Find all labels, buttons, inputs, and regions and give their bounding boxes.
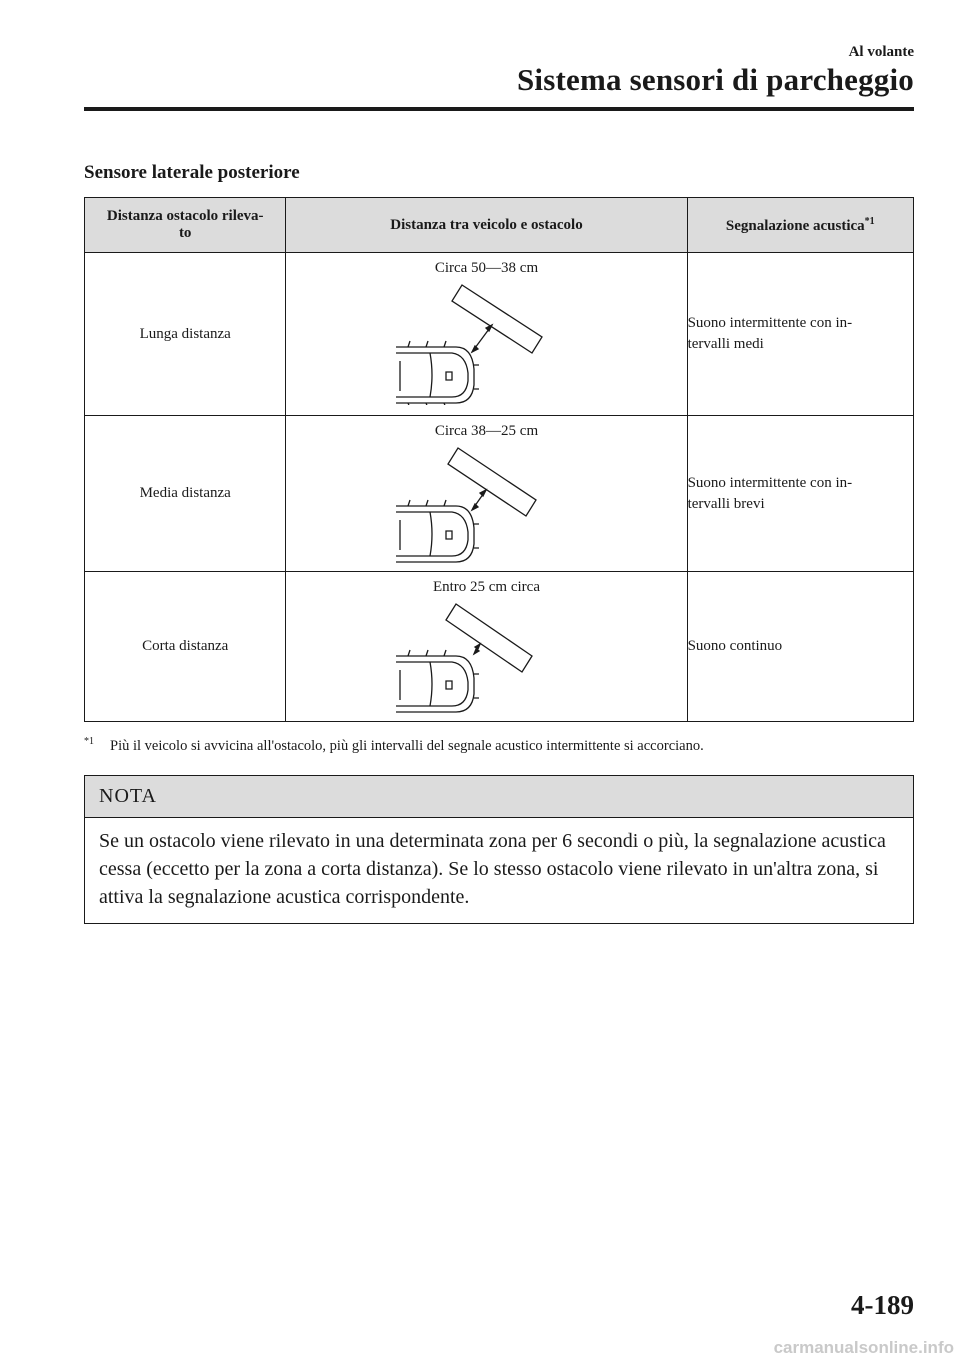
col-header-distance xyxy=(85,198,286,253)
sound-cell: Suono continuo xyxy=(687,572,913,722)
col-header-footnote-mark: *1 xyxy=(864,215,875,227)
vehicle-obstacle-diagram xyxy=(386,440,586,564)
car-rear-icon xyxy=(396,650,479,712)
obstacle-bar xyxy=(452,285,542,353)
col-header-vehicle-obstacle: Distanza tra veicolo e ostacolo xyxy=(286,198,687,253)
col-header-acoustic-signal xyxy=(687,198,913,253)
page-header-title: Sistema sensori di parcheggio xyxy=(516,62,914,97)
footnote xyxy=(84,736,704,755)
col-header-acoustic-label: Segnalazione acustica xyxy=(725,217,865,234)
range-label: Circa 38―25 cm xyxy=(434,423,539,439)
diagram-cell xyxy=(286,416,687,572)
note-box xyxy=(84,775,914,924)
watermark-logo: carmanualsonline.info xyxy=(773,1338,954,1357)
table-row xyxy=(85,416,914,572)
footnote-text: Più il veicolo si avvicina all'ostacolo, più gli intervalli del segnale acustico intermittente si accorciano. xyxy=(110,737,704,754)
section-title: Sensore laterale posteriore xyxy=(84,162,300,183)
sound-cell xyxy=(687,416,913,572)
diagram-cell xyxy=(286,572,687,722)
vehicle-obstacle-diagram xyxy=(386,277,586,405)
sound-line2: tervalli medi xyxy=(687,336,764,352)
car-rear-icon xyxy=(396,500,479,562)
note-text: Se un ostacolo viene rilevato in una determinata zona per 6 secondi o più, la segnalazione acustica cessa (eccetto per la zona a corta distanza). Se lo stesso ostacolo viene rilevato in un'altra zona, si attiva la segnalazione acustica corrispondente. xyxy=(99,830,886,908)
sensor-distance-table xyxy=(84,197,914,722)
range-label: Entro 25 cm circa xyxy=(432,579,540,595)
header-section-label: Al volante xyxy=(848,44,914,60)
distance-cell: Lunga distanza xyxy=(85,253,286,416)
car-rear-icon xyxy=(396,341,479,405)
header-rule xyxy=(84,107,914,111)
range-label: Circa 50―38 cm xyxy=(434,260,539,276)
footnote-marker: *1 xyxy=(84,736,94,747)
obstacle-bar xyxy=(446,604,532,672)
sound-line1: Suono intermittente con in- xyxy=(687,474,853,491)
distance-cell: Corta distanza xyxy=(85,572,286,722)
sound-line2: tervalli brevi xyxy=(687,495,765,512)
note-title: NOTA xyxy=(85,776,913,818)
table-row xyxy=(85,572,914,722)
table-header-row xyxy=(85,198,914,253)
sound-cell xyxy=(687,253,913,416)
col-header-distance-line2: to xyxy=(178,225,192,241)
diagram-cell xyxy=(286,253,687,416)
col-header-distance-line1: Distanza ostacolo rileva- xyxy=(106,208,264,224)
page-number: 4-189 xyxy=(851,1290,914,1320)
distance-cell: Media distanza xyxy=(85,416,286,572)
sound-line1: Suono intermittente con in- xyxy=(687,315,853,331)
vehicle-obstacle-diagram xyxy=(386,596,586,714)
table-row xyxy=(85,253,914,416)
obstacle-bar xyxy=(448,448,536,516)
